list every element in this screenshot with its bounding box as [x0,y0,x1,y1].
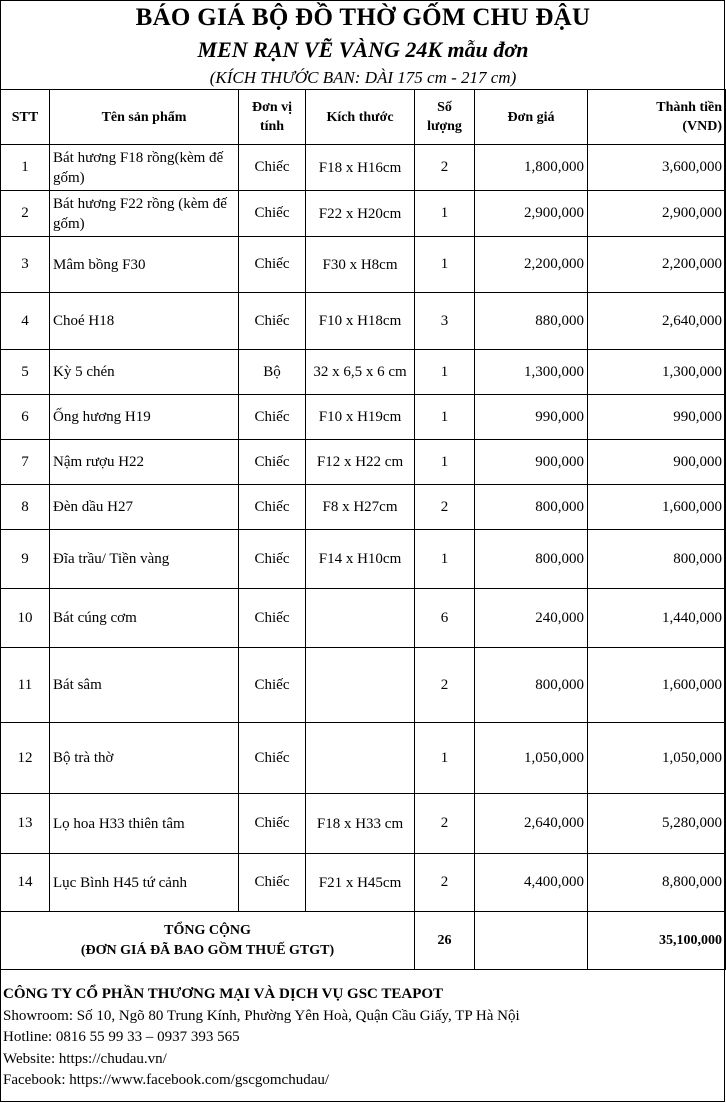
cell-line-total: 1,300,000 [588,350,726,395]
table-row [1,145,726,191]
cell-stt: 5 [1,350,50,395]
cell-unit: Chiếc [239,395,306,440]
cell-unit-price: 4,400,000 [475,854,588,912]
cell-size: F10 x H19cm [306,395,415,440]
cell-qty: 2 [415,794,475,854]
cell-unit: Chiếc [239,723,306,794]
cell-stt: 6 [1,395,50,440]
cell-unit-price: 1,050,000 [475,723,588,794]
document-title: BÁO GIÁ BỘ ĐỒ THỜ GỐM CHU ĐẬU [135,4,591,31]
cell-product-name: Nậm rượu H22 [50,440,239,485]
document-subtitle: MEN RẠN VẼ VÀNG 24K mẫu đơn [197,37,529,62]
cell-qty: 1 [415,191,475,237]
cell-stt: 11 [1,648,50,723]
cell-unit-price: 800,000 [475,530,588,589]
cell-unit-price: 900,000 [475,440,588,485]
table-row [1,440,726,485]
table-row [1,395,726,440]
table-row [1,237,726,293]
cell-line-total: 3,600,000 [588,145,726,191]
price-table [0,89,726,970]
cell-line-total: 800,000 [588,530,726,589]
cell-line-total: 2,640,000 [588,293,726,350]
table-row [1,723,726,794]
cell-unit: Chiếc [239,854,306,912]
cell-unit-price: 1,800,000 [475,145,588,191]
cell-line-total: 5,280,000 [588,794,726,854]
cell-qty: 1 [415,350,475,395]
cell-qty: 1 [415,440,475,485]
document-note: (KÍCH THƯỚC BAN: DÀI 175 cm - 217 cm) [209,68,517,87]
total-label: TỔNG CỘNG (ĐƠN GIÁ ĐÃ BAO GỒM THUẾ GTGT) [1,912,415,970]
company-footer [3,984,520,1092]
cell-product-name: Kỳ 5 chén [50,350,239,395]
cell-unit: Chiếc [239,237,306,293]
col-header-total: Thành tiền (VND) [588,90,726,145]
table-row [1,293,726,350]
cell-unit: Chiếc [239,293,306,350]
cell-qty: 1 [415,395,475,440]
cell-product-name: Bát hương F22 rồng (kèm đế gốm) [50,191,239,237]
table-header-row [1,90,726,145]
cell-size [306,723,415,794]
total-qty: 26 [415,912,475,970]
cell-stt: 7 [1,440,50,485]
cell-unit-price: 800,000 [475,648,588,723]
cell-unit: Chiếc [239,440,306,485]
hotline: Hotline: 0816 55 99 33 – 0937 393 565 [3,1029,240,1045]
cell-unit: Chiếc [239,794,306,854]
cell-unit-price: 2,640,000 [475,794,588,854]
cell-size: F12 x H22 cm [306,440,415,485]
cell-qty: 1 [415,723,475,794]
col-header-price: Đơn giá [475,90,588,145]
table-row [1,191,726,237]
cell-unit: Chiếc [239,530,306,589]
total-amount: 35,100,000 [588,912,726,970]
cell-product-name: Đèn dầu H27 [50,485,239,530]
cell-size: F8 x H27cm [306,485,415,530]
table-row [1,485,726,530]
table-row [1,350,726,395]
table-row [1,648,726,723]
cell-size [306,648,415,723]
cell-line-total: 1,600,000 [588,485,726,530]
cell-unit-price: 1,300,000 [475,350,588,395]
cell-unit-price: 240,000 [475,589,588,648]
cell-line-total: 1,050,000 [588,723,726,794]
table-row [1,530,726,589]
cell-size: F18 x H33 cm [306,794,415,854]
cell-size: 32 x 6,5 x 6 cm [306,350,415,395]
cell-stt: 1 [1,145,50,191]
cell-product-name: Bát hương F18 rồng(kèm đế gốm) [50,145,239,191]
cell-unit-price: 2,900,000 [475,191,588,237]
cell-stt: 9 [1,530,50,589]
cell-product-name: Đĩa trầu/ Tiền vàng [50,530,239,589]
cell-stt: 3 [1,237,50,293]
cell-line-total: 2,200,000 [588,237,726,293]
cell-qty: 2 [415,854,475,912]
cell-line-total: 1,440,000 [588,589,726,648]
cell-product-name: Mâm bồng F30 [50,237,239,293]
cell-size: F18 x H16cm [306,145,415,191]
cell-line-total: 8,800,000 [588,854,726,912]
cell-line-total: 900,000 [588,440,726,485]
cell-size [306,589,415,648]
cell-qty: 2 [415,648,475,723]
total-empty-cell [475,912,588,970]
cell-line-total: 2,900,000 [588,191,726,237]
cell-qty: 1 [415,530,475,589]
cell-size: F22 x H20cm [306,191,415,237]
cell-stt: 13 [1,794,50,854]
cell-unit: Chiếc [239,589,306,648]
showroom-address: Showroom: Số 10, Ngõ 80 Trung Kính, Phường Yên Hoà, Quận Cầu Giấy, TP Hà Nội [3,1007,520,1024]
cell-unit-price: 990,000 [475,395,588,440]
cell-product-name: Choé H18 [50,293,239,350]
col-header-stt: STT [1,90,50,145]
cell-qty: 2 [415,145,475,191]
cell-product-name: Bát sâm [50,648,239,723]
cell-product-name: Bát cúng cơm [50,589,239,648]
cell-unit-price: 800,000 [475,485,588,530]
col-header-size: Kích thước [306,90,415,145]
cell-size: F10 x H18cm [306,293,415,350]
cell-unit: Chiếc [239,191,306,237]
total-row [1,912,726,970]
cell-unit-price: 2,200,000 [475,237,588,293]
cell-qty: 6 [415,589,475,648]
cell-product-name: Lục Bình H45 tứ cảnh [50,854,239,912]
table-row [1,854,726,912]
col-header-qty: Số lượng [415,90,475,145]
cell-stt: 14 [1,854,50,912]
cell-unit: Chiếc [239,485,306,530]
cell-qty: 3 [415,293,475,350]
cell-line-total: 990,000 [588,395,726,440]
cell-size: F21 x H45cm [306,854,415,912]
cell-unit: Chiếc [239,648,306,723]
cell-line-total: 1,600,000 [588,648,726,723]
website-link[interactable]: Website: https://chudau.vn/ [3,1050,167,1067]
facebook-link[interactable]: Facebook: https://www.facebook.com/gscgomchudau/ [3,1072,330,1088]
col-header-unit: Đơn vị tính [239,90,306,145]
company-name: CÔNG TY CỔ PHẦN THƯƠNG MẠI VÀ DỊCH VỤ GSC TEAPOT [3,986,444,1002]
table-row [1,794,726,854]
cell-qty: 2 [415,485,475,530]
cell-stt: 4 [1,293,50,350]
cell-product-name: Ống hương H19 [50,395,239,440]
cell-stt: 10 [1,589,50,648]
cell-unit-price: 880,000 [475,293,588,350]
cell-unit: Bộ [239,350,306,395]
col-header-name: Tên sản phẩm [50,90,239,145]
cell-stt: 12 [1,723,50,794]
cell-qty: 1 [415,237,475,293]
cell-product-name: Bộ trà thờ [50,723,239,794]
cell-size: F14 x H10cm [306,530,415,589]
cell-product-name: Lọ hoa H33 thiên tâm [50,794,239,854]
table-row [1,589,726,648]
cell-size: F30 x H8cm [306,237,415,293]
cell-stt: 2 [1,191,50,237]
cell-unit: Chiếc [239,145,306,191]
cell-stt: 8 [1,485,50,530]
